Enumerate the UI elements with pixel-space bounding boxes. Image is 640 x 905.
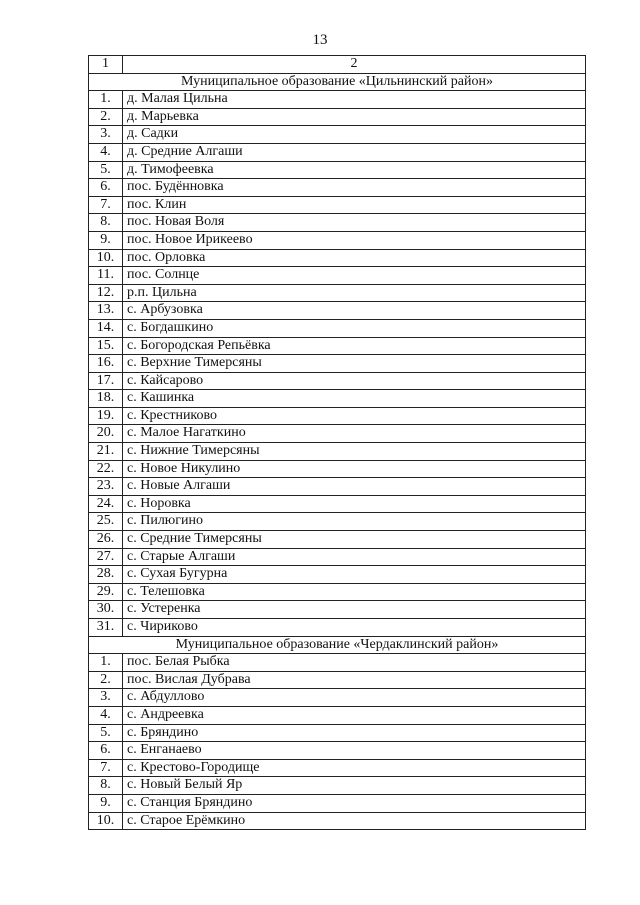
- row-number: 22.: [89, 460, 123, 478]
- table-row: [89, 267, 586, 285]
- section-title-row: [89, 73, 586, 91]
- table-row: [89, 777, 586, 795]
- row-number: 26.: [89, 531, 123, 549]
- table-row: [89, 390, 586, 408]
- table-row: [89, 654, 586, 672]
- table-row: [89, 284, 586, 302]
- table-row: [89, 495, 586, 513]
- row-number: 14.: [89, 319, 123, 337]
- settlement-name: пос. Новое Ирикеево: [123, 231, 586, 249]
- row-number: 13.: [89, 302, 123, 320]
- row-number: 16.: [89, 355, 123, 373]
- row-number: 2.: [89, 108, 123, 126]
- row-number: 8.: [89, 214, 123, 232]
- settlement-name: д. Садки: [123, 126, 586, 144]
- settlement-name: с. Андреевка: [123, 706, 586, 724]
- page-number: 13: [312, 32, 328, 48]
- row-number: 8.: [89, 777, 123, 795]
- settlement-name: с. Богдашкино: [123, 319, 586, 337]
- settlement-name: с. Кайсарово: [123, 372, 586, 390]
- header-row: [89, 56, 586, 74]
- row-number: 3.: [89, 689, 123, 707]
- table-row: [89, 742, 586, 760]
- table-row: [89, 214, 586, 232]
- settlement-name: пос. Вислая Дубрава: [123, 671, 586, 689]
- row-number: 4.: [89, 706, 123, 724]
- settlement-name: пос. Новая Воля: [123, 214, 586, 232]
- table-row: [89, 319, 586, 337]
- settlement-name: с. Новые Алгаши: [123, 478, 586, 496]
- settlement-name: с. Арбузовка: [123, 302, 586, 320]
- header-col-1: 1: [89, 56, 123, 74]
- table-row: [89, 513, 586, 531]
- row-number: 5.: [89, 161, 123, 179]
- row-number: 31.: [89, 619, 123, 637]
- table-row: [89, 302, 586, 320]
- settlement-name: с. Малое Нагаткино: [123, 425, 586, 443]
- table-row: [89, 812, 586, 830]
- table-row: [89, 372, 586, 390]
- table-row: [89, 108, 586, 126]
- row-number: 1.: [89, 91, 123, 109]
- table-row: [89, 196, 586, 214]
- row-number: 9.: [89, 794, 123, 812]
- row-number: 5.: [89, 724, 123, 742]
- settlement-name: пос. Будённовка: [123, 179, 586, 197]
- table-row: [89, 478, 586, 496]
- table-row: [89, 619, 586, 637]
- row-number: 11.: [89, 267, 123, 285]
- table-row: [89, 689, 586, 707]
- table-row: [89, 671, 586, 689]
- table-row: [89, 443, 586, 461]
- settlement-name: с. Богородская Репьёвка: [123, 337, 586, 355]
- table-row: [89, 231, 586, 249]
- settlement-name: с. Абдуллово: [123, 689, 586, 707]
- table-row: [89, 566, 586, 584]
- row-number: 21.: [89, 443, 123, 461]
- section-title-row: [89, 636, 586, 654]
- settlement-name: с. Старое Ерёмкино: [123, 812, 586, 830]
- settlement-name: с. Норовка: [123, 495, 586, 513]
- settlement-name: с. Нижние Тимерсяны: [123, 443, 586, 461]
- settlement-name: д. Средние Алгаши: [123, 143, 586, 161]
- settlement-name: пос. Клин: [123, 196, 586, 214]
- settlement-name: с. Верхние Тимерсяны: [123, 355, 586, 373]
- row-number: 23.: [89, 478, 123, 496]
- settlement-name: с. Устеренка: [123, 601, 586, 619]
- table-row: [89, 531, 586, 549]
- settlement-name: с. Крестово-Городище: [123, 759, 586, 777]
- table-row: [89, 143, 586, 161]
- row-number: 4.: [89, 143, 123, 161]
- row-number: 2.: [89, 671, 123, 689]
- row-number: 19.: [89, 407, 123, 425]
- settlement-name: д. Малая Цильна: [123, 91, 586, 109]
- section-title: Муниципальное образование «Цильнинский район»: [89, 73, 586, 91]
- row-number: 24.: [89, 495, 123, 513]
- settlement-name: с. Пилюгино: [123, 513, 586, 531]
- row-number: 10.: [89, 812, 123, 830]
- settlement-name: с. Средние Тимерсяны: [123, 531, 586, 549]
- row-number: 30.: [89, 601, 123, 619]
- row-number: 25.: [89, 513, 123, 531]
- settlement-name: с. Новый Белый Яр: [123, 777, 586, 795]
- settlement-name: пос. Орловка: [123, 249, 586, 267]
- row-number: 9.: [89, 231, 123, 249]
- settlement-name: с. Станция Бряндино: [123, 794, 586, 812]
- row-number: 6.: [89, 179, 123, 197]
- row-number: 27.: [89, 548, 123, 566]
- table-body: [89, 56, 586, 830]
- row-number: 7.: [89, 196, 123, 214]
- settlement-name: с. Крестниково: [123, 407, 586, 425]
- row-number: 17.: [89, 372, 123, 390]
- settlement-name: д. Марьевка: [123, 108, 586, 126]
- settlement-name: д. Тимофеевка: [123, 161, 586, 179]
- table-row: [89, 706, 586, 724]
- settlement-name: с. Бряндино: [123, 724, 586, 742]
- row-number: 15.: [89, 337, 123, 355]
- table-row: [89, 759, 586, 777]
- table-row: [89, 126, 586, 144]
- settlement-name: пос. Белая Рыбка: [123, 654, 586, 672]
- settlement-name: пос. Солнце: [123, 267, 586, 285]
- table-row: [89, 601, 586, 619]
- row-number: 3.: [89, 126, 123, 144]
- settlement-name: с. Сухая Бугурна: [123, 566, 586, 584]
- table-row: [89, 161, 586, 179]
- row-number: 18.: [89, 390, 123, 408]
- settlement-name: с. Кашинка: [123, 390, 586, 408]
- settlements-table: [88, 55, 586, 830]
- settlement-name: с. Чириково: [123, 619, 586, 637]
- settlement-name: с. Телешовка: [123, 583, 586, 601]
- row-number: 29.: [89, 583, 123, 601]
- row-number: 1.: [89, 654, 123, 672]
- settlement-name: с. Старые Алгаши: [123, 548, 586, 566]
- row-number: 12.: [89, 284, 123, 302]
- row-number: 28.: [89, 566, 123, 584]
- table-row: [89, 179, 586, 197]
- table-row: [89, 460, 586, 478]
- table-row: [89, 355, 586, 373]
- table-row: [89, 425, 586, 443]
- settlement-name: с. Енганаево: [123, 742, 586, 760]
- row-number: 7.: [89, 759, 123, 777]
- table-row: [89, 794, 586, 812]
- settlement-name: р.п. Цильна: [123, 284, 586, 302]
- table-row: [89, 548, 586, 566]
- table-row: [89, 407, 586, 425]
- table-row: [89, 337, 586, 355]
- row-number: 20.: [89, 425, 123, 443]
- settlement-name: с. Новое Никулино: [123, 460, 586, 478]
- table-row: [89, 249, 586, 267]
- header-col-2: 2: [123, 56, 586, 74]
- table-row: [89, 724, 586, 742]
- table-row: [89, 583, 586, 601]
- section-title: Муниципальное образование «Чердаклинский район»: [89, 636, 586, 654]
- table-row: [89, 91, 586, 109]
- row-number: 6.: [89, 742, 123, 760]
- row-number: 10.: [89, 249, 123, 267]
